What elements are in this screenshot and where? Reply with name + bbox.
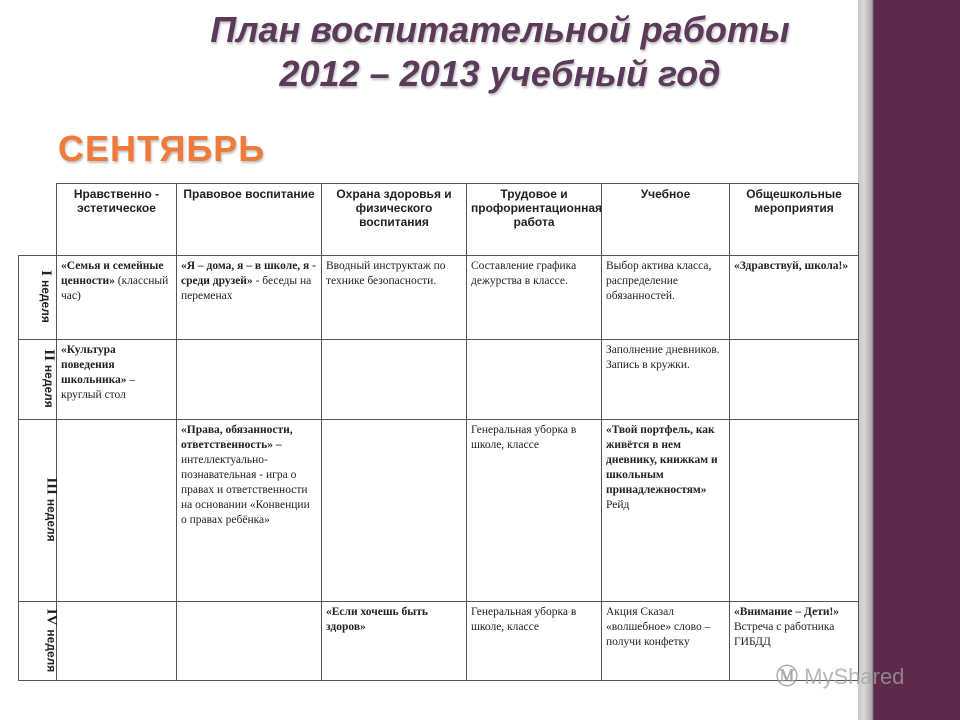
header-row xyxy=(19,184,859,256)
table-cell xyxy=(322,420,467,602)
table-cell: «Я – дома, я – в школе, я - среди друзей» - беседы на переменах xyxy=(177,256,322,340)
header-school-events: Общешкольные мероприятия xyxy=(730,184,859,256)
table-cell: «Семья и семейные ценности» (классный час) xyxy=(57,256,177,340)
title-line-1: План воспитательной работы xyxy=(210,9,790,50)
week-label: IVнеделя xyxy=(43,608,60,672)
table-row xyxy=(19,420,859,602)
watermark-brand: MyShared xyxy=(804,664,905,689)
table-cell: Генеральная уборка в школе, классе xyxy=(467,420,602,602)
table-row xyxy=(19,256,859,340)
table-cell xyxy=(730,340,859,420)
table-cell xyxy=(467,340,602,420)
header-health: Охрана здоровья и физического воспитания xyxy=(322,184,467,256)
page-title xyxy=(100,8,900,96)
table-cell: «Права, обязанности, ответственность» – интеллектуально-познавательная - игра о правах и ответственности на основании «Конвенции о правах ребёнка» xyxy=(177,420,322,602)
table-cell xyxy=(322,340,467,420)
watermark-logo xyxy=(776,660,904,691)
header-legal: Правовое воспитание xyxy=(177,184,322,256)
table-row xyxy=(19,602,859,681)
table-cell xyxy=(730,420,859,602)
table-row xyxy=(19,340,859,420)
week-label: IIIнеделя xyxy=(43,477,60,542)
table-cell xyxy=(177,340,322,420)
table-cell: Вводный инструктаж по технике безопасности. xyxy=(322,256,467,340)
week-label-cell xyxy=(19,256,57,340)
title-line-2: 2012 – 2013 учебный год xyxy=(279,53,721,94)
week-label-cell xyxy=(19,420,60,602)
week-label: Iнеделя xyxy=(37,270,54,323)
header-corner xyxy=(19,184,57,256)
table-cell: Заполнение дневников. Запись в кружки. xyxy=(602,340,730,420)
header-labor: Трудовое и профориентационная работа xyxy=(467,184,602,256)
month-heading: СЕНТЯБРЬ xyxy=(58,128,266,169)
week-label-cell xyxy=(19,602,60,681)
header-study: Учебное xyxy=(602,184,730,256)
plan-table xyxy=(18,183,859,681)
header-moral: Нравственно - эстетическое xyxy=(57,184,177,256)
table-cell: Генеральная уборка в школе, классе xyxy=(467,602,602,681)
week-label: IIнеделя xyxy=(40,349,57,408)
table-cell xyxy=(57,420,177,602)
table-cell: «Здравствуй, школа!» xyxy=(730,256,859,340)
table-cell: Составление графика дежурства в классе. xyxy=(467,256,602,340)
table-cell: Акция Сказал «волшебное» слово – получи конфетку xyxy=(602,602,730,681)
table-cell: «Внимание – Дети!» Встреча с работника ГИБДД xyxy=(730,602,859,681)
watermark-m-icon: Ⓜ xyxy=(776,664,799,689)
table-cell: «Культура поведения школьника» – круглый стол xyxy=(57,340,177,420)
table-cell xyxy=(57,602,177,681)
decorative-side-band xyxy=(858,0,960,720)
table-cell: «Твой портфель, как живётся в нем дневнику, книжкам и школьным принадлежностям» Рейд xyxy=(602,420,730,602)
table-cell: Выбор актива класса, распределение обязанностей. xyxy=(602,256,730,340)
week-label-cell xyxy=(19,340,57,420)
table-cell xyxy=(177,602,322,681)
table-cell: «Если хочешь быть здоров» xyxy=(322,602,467,681)
